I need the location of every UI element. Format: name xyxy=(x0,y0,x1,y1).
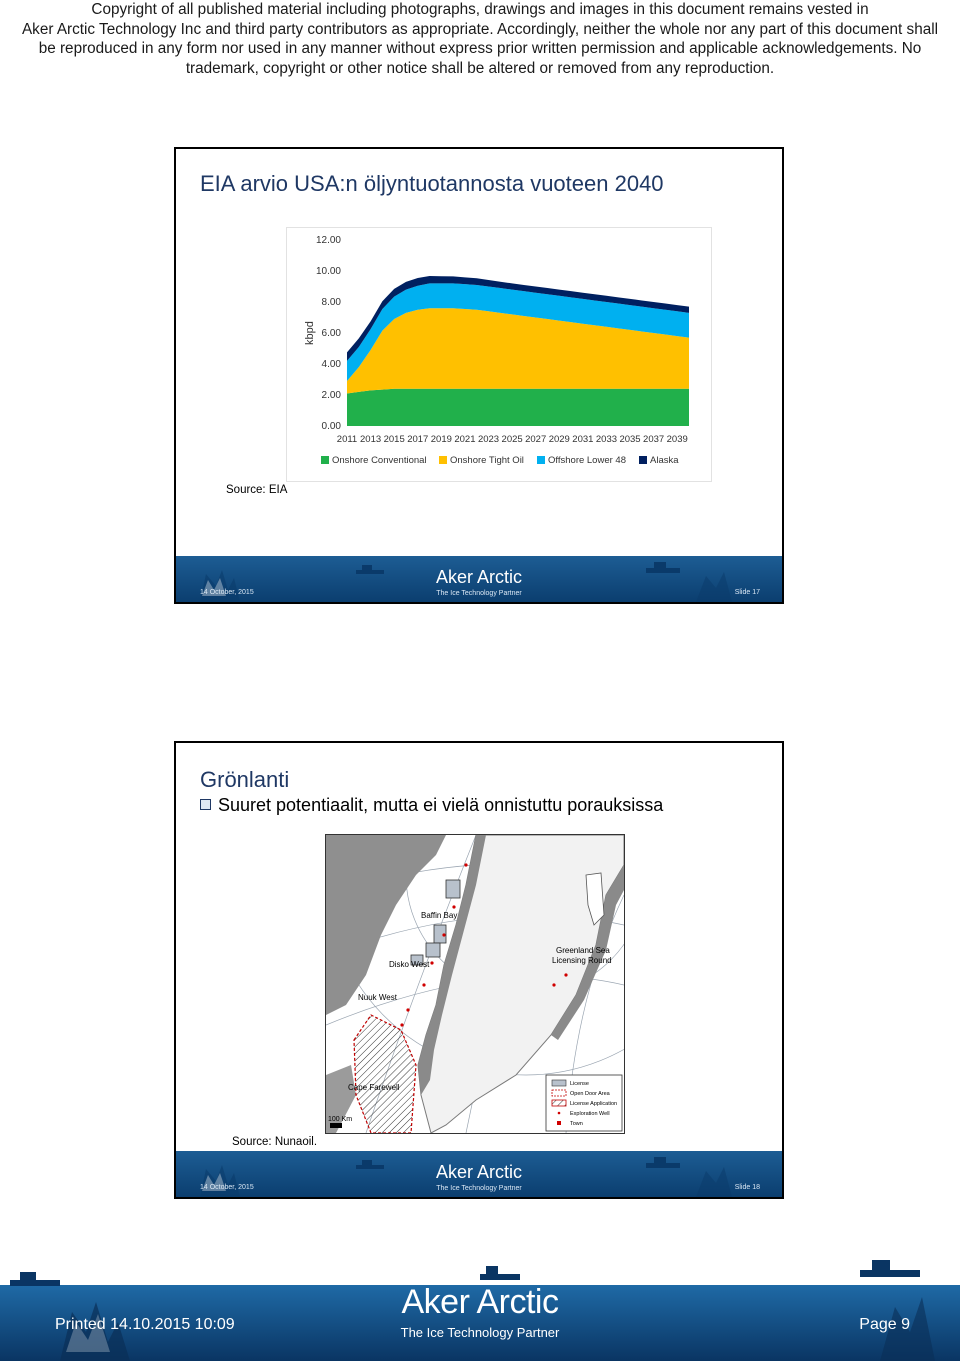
footer-brand: Aker Arctic xyxy=(435,567,523,587)
footer-date: 14 October, 2015 xyxy=(200,589,254,596)
footer-date: 14 October, 2015 xyxy=(200,1184,254,1191)
legend-swatch xyxy=(639,456,647,464)
y-axis-label: kbpd xyxy=(304,321,316,345)
slide-18 xyxy=(174,741,784,1199)
slide-title: EIA arvio USA:n öljyntuotannosta vuoteen 2040 xyxy=(200,171,664,196)
x-tick-label: 2021 xyxy=(454,434,476,445)
x-tick-label: 2029 xyxy=(548,434,570,445)
x-tick-label: 2015 xyxy=(383,434,405,445)
x-tick-label: 2027 xyxy=(525,434,547,445)
map-label-licensing: Licensing Round xyxy=(552,956,612,965)
y-tick-label: 12.00 xyxy=(315,235,341,246)
page-number: Page 9 xyxy=(859,1316,910,1333)
x-tick-label: 2037 xyxy=(643,434,665,445)
legend-license: License xyxy=(570,1081,589,1087)
legend-town: Town xyxy=(570,1121,583,1127)
copyright-line: Copyright of all published material including photographs, drawings and images in this document remains vested in xyxy=(91,1,869,18)
legend-swatch xyxy=(439,456,447,464)
slide-title: Grönlanti xyxy=(200,767,290,792)
legend-label: Onshore Tight Oil xyxy=(450,455,524,466)
chart-source: Source: EIA xyxy=(226,484,288,496)
map-scale-label: 100 Km xyxy=(328,1116,353,1123)
x-tick-label: 2035 xyxy=(619,434,641,445)
legend-swatch xyxy=(537,456,545,464)
legend-label: Onshore Conventional xyxy=(332,455,427,466)
footer-brand: Aker Arctic xyxy=(435,1162,523,1182)
y-tick-label: 10.00 xyxy=(315,266,341,277)
map-label-greenland-sea: Greenland Sea xyxy=(556,946,610,955)
footer-tagline: The Ice Technology Partner xyxy=(436,590,522,597)
production-chart xyxy=(286,227,712,482)
y-tick-label: 4.00 xyxy=(321,359,341,370)
y-tick-label: 0.00 xyxy=(321,421,341,432)
x-tick-label: 2019 xyxy=(430,434,452,445)
x-tick-label: 2039 xyxy=(666,434,688,445)
footer-tagline: The Ice Technology Partner xyxy=(436,1185,522,1192)
x-tick-label: 2011 xyxy=(336,434,358,445)
x-tick-label: 2023 xyxy=(477,434,500,445)
x-tick-label: 2025 xyxy=(501,434,523,445)
slide-footer xyxy=(176,556,782,602)
greenland-map xyxy=(325,834,625,1134)
footer-slide-number: Slide 17 xyxy=(734,589,760,596)
map-label-baffin: Baffin Bay xyxy=(421,911,458,920)
bullet-square-icon xyxy=(200,799,211,810)
map-label-cape: Cape Farewell xyxy=(348,1083,400,1092)
map-source: Source: Nunaoil. xyxy=(232,1136,318,1148)
legend-label: Offshore Lower 48 xyxy=(548,455,626,466)
bullet-text: Suuret potentiaalit, mutta ei vielä onnistuttu porauksissa xyxy=(218,795,664,815)
map-graphic xyxy=(326,835,624,1133)
slide-footer xyxy=(176,1151,782,1197)
series-area-onshore-conventional xyxy=(347,389,689,426)
copyright-line: Aker Arctic Technology Inc and third party contributors as appropriate. Accordingly, neither the whole nor any part of this document shall xyxy=(21,20,939,38)
slide-17 xyxy=(174,147,784,604)
x-tick-label: 2017 xyxy=(407,434,429,445)
legend-label: Alaska xyxy=(650,455,679,466)
chart-canvas xyxy=(287,228,711,481)
printed-timestamp: Printed 14.10.2015 10:09 xyxy=(55,1316,235,1333)
page-footer-brand: Aker Arctic xyxy=(401,1283,559,1321)
x-tick-label: 2013 xyxy=(360,434,382,445)
y-tick-label: 8.00 xyxy=(321,297,341,308)
legend-well: Exploration Well xyxy=(570,1111,610,1117)
x-tick-label: 2033 xyxy=(595,434,618,445)
bullet-item xyxy=(200,795,663,816)
map-label-nuuk: Nuuk West xyxy=(358,993,397,1002)
page-footer-tagline: The Ice Technology Partner xyxy=(400,1325,560,1340)
map-label-disko: Disko West xyxy=(389,960,430,969)
legend-application: License Application xyxy=(570,1101,618,1107)
footer-slide-number: Slide 18 xyxy=(734,1184,760,1191)
y-tick-label: 2.00 xyxy=(321,390,341,401)
copyright-line: trademark, copyright or other notice shall be altered or removed from any reproduction. xyxy=(185,59,775,77)
legend-open-door: Open Door Area xyxy=(570,1091,610,1097)
copyright-line: be reproduced in any form nor used in any manner without express prior written permission and applicable acknowledgements. No xyxy=(38,40,922,57)
y-tick-label: 6.00 xyxy=(321,328,341,339)
x-tick-label: 2031 xyxy=(572,434,594,445)
legend-swatch xyxy=(321,456,329,464)
copyright-notice xyxy=(0,0,960,78)
